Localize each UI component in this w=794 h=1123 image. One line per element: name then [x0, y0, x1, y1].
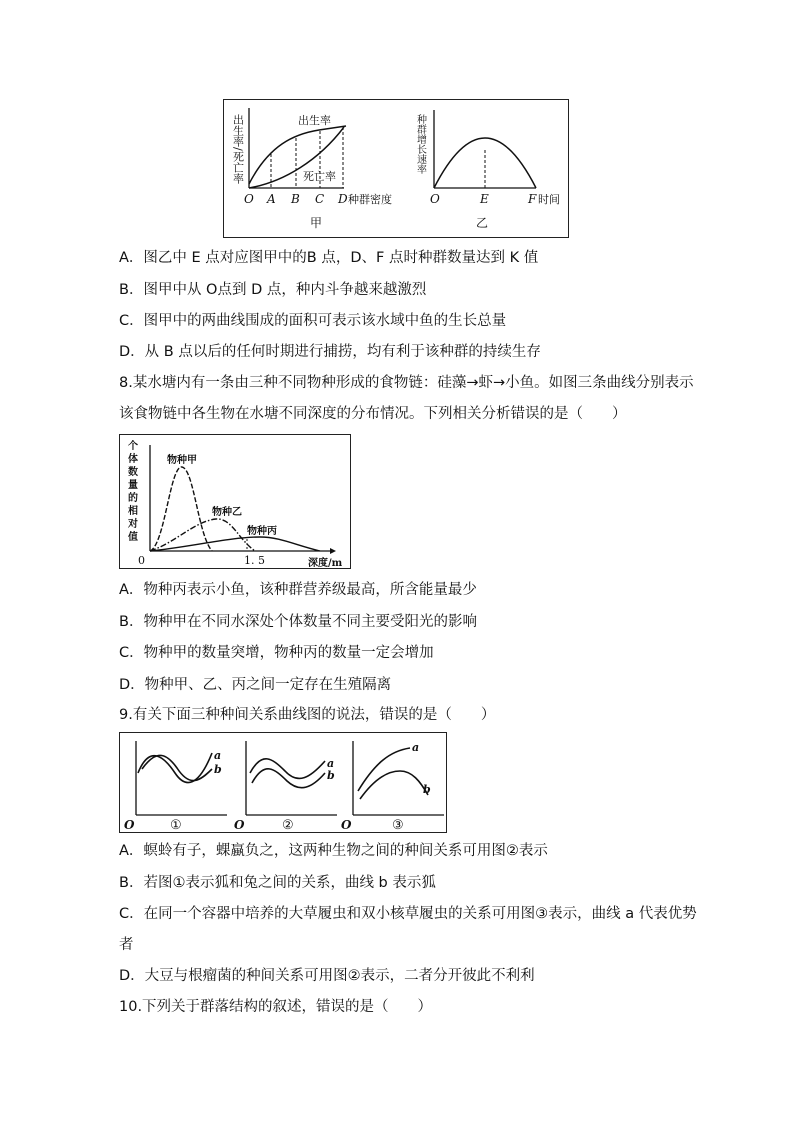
q9-option-c: C．在同一个容器中培养的大草履虫和双小核草履虫的关系可用图③表示，曲线 a 代表优势: [119, 906, 697, 922]
left-xlabel: 种群密度: [348, 193, 392, 206]
depth-origin: 0: [138, 554, 145, 567]
ylabel-char: 值: [128, 532, 138, 543]
ylabel-char: 的: [128, 493, 138, 504]
panel-1: [124, 741, 227, 832]
caption-right: 乙: [476, 216, 489, 230]
tick-a: A: [267, 192, 276, 206]
ylabel-char: 量: [128, 480, 138, 491]
figure-interspecies: [119, 732, 447, 833]
right-ylabel: 种群增长速率: [414, 114, 426, 174]
tick-c: C: [315, 192, 325, 206]
q10-stem: 10.下列关于群落结构的叙述，错误的是（ ）: [119, 999, 433, 1015]
label-species-a: 物种甲: [167, 455, 197, 466]
tick-b: B: [291, 192, 300, 206]
q8-stem-line2: 该食物链中各生物在水塘不同深度的分布情况。下列相关分析错误的是（ ）: [119, 406, 627, 422]
q8-option-c: C．物种甲的数量突增，物种丙的数量一定会增加: [119, 645, 434, 661]
q9-option-b: B．若图①表示狐和兔之间的关系，曲线 b 表示狐: [119, 875, 436, 891]
panel-3: [341, 741, 444, 832]
q8-option-b: B．物种甲在不同水深处个体数量不同主要受阳光的影响: [119, 614, 477, 630]
q8-stem-line1: 8.某水塘内有一条由三种不同物种形成的食物链：硅藻→虾→小鱼。如图三条曲线分别表示: [119, 375, 694, 391]
ylabel-char: 个: [128, 441, 138, 452]
label-species-c: 物种丙: [247, 526, 277, 537]
q9-stem: 9.有关下面三种种间关系曲线图的说法，错误的是（ ）: [119, 707, 496, 723]
panel-2: [234, 741, 337, 832]
curve-species-a: [150, 467, 212, 551]
p3-origin: O: [341, 818, 352, 832]
q7-option-c: C．图甲中的两曲线围成的面积可表示该水域中鱼的生长总量: [119, 313, 507, 329]
figure-depth-svg: [120, 435, 350, 568]
depth-x-arrow: [330, 548, 336, 554]
p3-label-a: a: [412, 741, 420, 754]
tick-o2: O: [430, 192, 440, 206]
p3-label: ③: [392, 818, 404, 832]
ylabel-char: 对: [128, 519, 138, 530]
p1-label-b: b: [214, 763, 222, 776]
depth-ylabel: [127, 439, 138, 543]
q7-option-d: D．从 B 点以后的任何时期进行捕捞，均有利于该种群的持续生存: [119, 344, 541, 360]
left-ylabel: 出生率/死亡率: [231, 114, 245, 184]
death-label: 死亡率: [303, 170, 336, 183]
p1-label-a: a: [214, 749, 222, 762]
q8-option-a: A．物种丙表示小鱼，该种群营养级最高，所含能量最少: [119, 582, 477, 598]
tick-e: E: [480, 192, 489, 206]
q9-option-c-cont: 者: [119, 937, 134, 953]
q9-option-d: D．大豆与根瘤菌的种间关系可用图②表示，二者分开彼此不利利: [119, 968, 535, 984]
q8-option-d: D．物种甲、乙、丙之间一定存在生殖隔离: [119, 677, 392, 693]
tick-o: O: [244, 192, 254, 206]
q9-option-a: A．螟蛉有子，蜾蠃负之，这两种生物之间的种间关系可用图②表示: [119, 843, 548, 859]
tick-f: F: [528, 192, 537, 206]
figure-interspecies-svg: [120, 733, 446, 832]
q7-option-b: B．图甲中从 O点到 D 点，种内斗争越来越激烈: [119, 282, 427, 298]
tick-d: D: [338, 192, 348, 206]
q7-option-a: A．图乙中 E 点对应图甲中的B 点，D、F 点时种群数量达到 K 值: [119, 250, 539, 266]
right-xlabel: 时间: [538, 193, 560, 206]
birth-label: 出生率: [298, 114, 331, 127]
p2-origin: O: [234, 818, 245, 832]
p3-label-b: b: [423, 783, 431, 796]
ylabel-char: 数: [128, 467, 138, 478]
figure-birth-death-growth: [223, 99, 569, 238]
p1-origin: O: [124, 818, 135, 832]
caption-left: 甲: [310, 216, 323, 230]
ylabel-char: 相: [128, 506, 138, 517]
p1-label: ①: [170, 818, 182, 832]
p2-label: ②: [282, 818, 294, 832]
p3-curve-a: [358, 748, 410, 791]
depth-tick-label: 1. 5: [244, 554, 265, 567]
p2-label-a: a: [327, 757, 335, 770]
figure-depth-distribution: [119, 434, 351, 569]
figure-birth-death-svg: [224, 100, 568, 237]
p3-curve-b: [360, 771, 428, 799]
p2-curve-a: [250, 759, 325, 779]
curve-species-b: [150, 519, 255, 551]
label-species-b: 物种乙: [212, 507, 242, 518]
ylabel-char: 体: [128, 454, 138, 465]
p2-label-b: b: [327, 769, 335, 782]
depth-xlabel: 深度/m: [308, 558, 343, 568]
